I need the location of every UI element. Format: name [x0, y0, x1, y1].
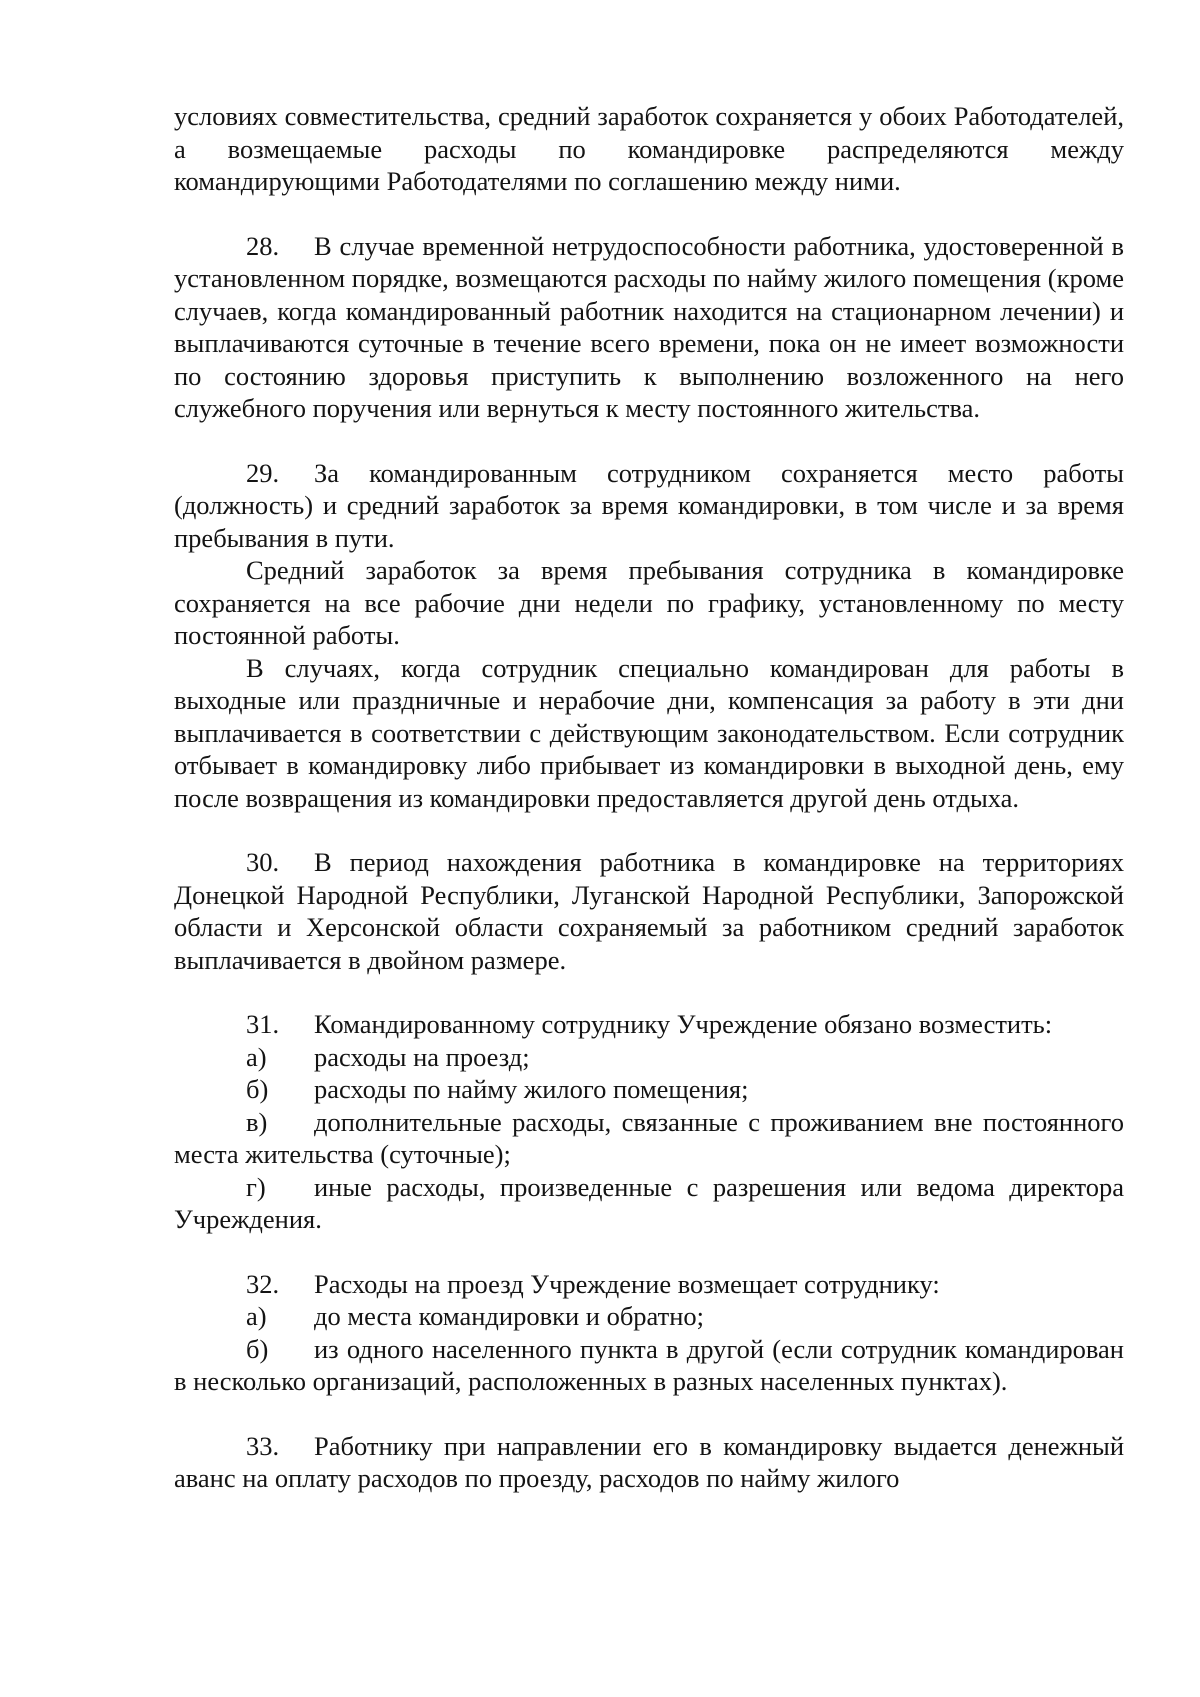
clause-29-number: 29. — [246, 457, 280, 488]
clause-31-number: 31. — [246, 1009, 280, 1039]
clause-30-text: В период нахождения работника в командировке на территориях Донецкой Народной Республики, Луганской Народной Республики, Запорожской области и Херсонской области сохраняемый за работником средний заработок выплачивается в двойном размере. — [174, 847, 1124, 975]
list-item-text: иные расходы, произведенные с разрешения или ведома директора Учреждения. — [174, 1171, 1124, 1234]
list-item-text: расходы по найму жилого помещения; — [314, 1074, 749, 1104]
clause-28-text: В случае временной нетрудоспособности работника, удостоверенной в установленном порядке, возмещаются расходы по найму жилого помещения (кроме случаев, когда командированный работник находится на стационарном лечении) и выплачиваются суточные в течение всего времени, пока он не имеет возможности по состоянию здоровья приступить к выполнению возложенного на него служебного поручения или вернуться к месту постоянного жительства. — [174, 230, 1124, 423]
list-item-text: до места командировки и обратно; — [314, 1301, 705, 1331]
clause-33-text: Работнику при направлении его в командировку выдается денежный аванс на оплату расходов по проезду, расходов по найму жилого — [174, 1430, 1124, 1493]
list-marker: б) — [246, 1333, 269, 1364]
clause-28 — [174, 230, 1124, 425]
paragraph-gap — [174, 976, 1124, 1008]
clause-33 — [174, 1430, 1124, 1495]
clause-33-number: 33. — [246, 1430, 280, 1461]
clause-31-item-a — [174, 1041, 1124, 1074]
clause-28-number: 28. — [246, 230, 280, 261]
paragraph-gap — [174, 814, 1124, 846]
clause-30-number: 30. — [246, 847, 280, 877]
list-marker: г) — [246, 1171, 266, 1202]
clause-32-text: Расходы на проезд Учреждение возмещает сотруднику: — [314, 1268, 940, 1299]
intro-paragraph: условиях совместительства, средний заработок сохраняется у обоих Работодателей, а возмещаемые расходы по командировке распределяются между командирующими Работодателями по соглашению между ними. — [174, 101, 1124, 196]
list-item-text: расходы на проезд; — [314, 1041, 530, 1072]
clause-31-text: Командированному сотруднику Учреждение обязано возместить: — [314, 1009, 1053, 1039]
clause-32 — [174, 1268, 1124, 1301]
document-page — [174, 100, 1124, 1495]
clause-31 — [174, 1008, 1124, 1041]
paragraph-gap — [174, 198, 1124, 230]
list-marker: б) — [246, 1074, 269, 1104]
clause-31-item-c — [174, 1106, 1124, 1171]
clause-32-item-b — [174, 1333, 1124, 1398]
list-item-text: дополнительные расходы, связанные с проживанием вне постоянного места жительства (суточные); — [174, 1106, 1124, 1169]
clause-32-number: 32. — [246, 1268, 280, 1299]
clause-31-item-b — [174, 1073, 1124, 1106]
clause-31-item-d — [174, 1171, 1124, 1236]
clause-29 — [174, 457, 1124, 555]
paragraph-gap — [174, 1236, 1124, 1268]
paragraph-gap — [174, 425, 1124, 457]
clause-29-paragraph-2: Средний заработок за время пребывания сотрудника в командировке сохраняется на все рабочие дни недели по графику, установленному по месту постоянной работы. — [174, 555, 1124, 650]
list-marker: в) — [246, 1106, 268, 1137]
clause-29-paragraph-3: В случаях, когда сотрудник специально командирован для работы в выходные или праздничные и нерабочие дни, компенсация за работу в эти дни выплачивается в соответствии с действующим законодательством. Если сотрудник отбывает в командировку либо прибывает из командировки в выходной день, ему после возвращения из командировки предоставляется другой день отдыха. — [174, 652, 1124, 813]
clause-30 — [174, 846, 1124, 976]
paragraph-gap — [174, 1398, 1124, 1430]
clause-32-item-a — [174, 1300, 1124, 1333]
list-item-text: из одного населенного пункта в другой (если сотрудник командирован в несколько организаций, расположенных в разных населенных пунктах). — [174, 1333, 1124, 1396]
list-marker: а) — [246, 1041, 267, 1072]
list-marker: а) — [246, 1301, 267, 1331]
clause-29-text: За командированным сотрудником сохраняется место работы (должность) и средний заработок за время командировки, в том числе и за время пребывания в пути. — [174, 457, 1124, 553]
